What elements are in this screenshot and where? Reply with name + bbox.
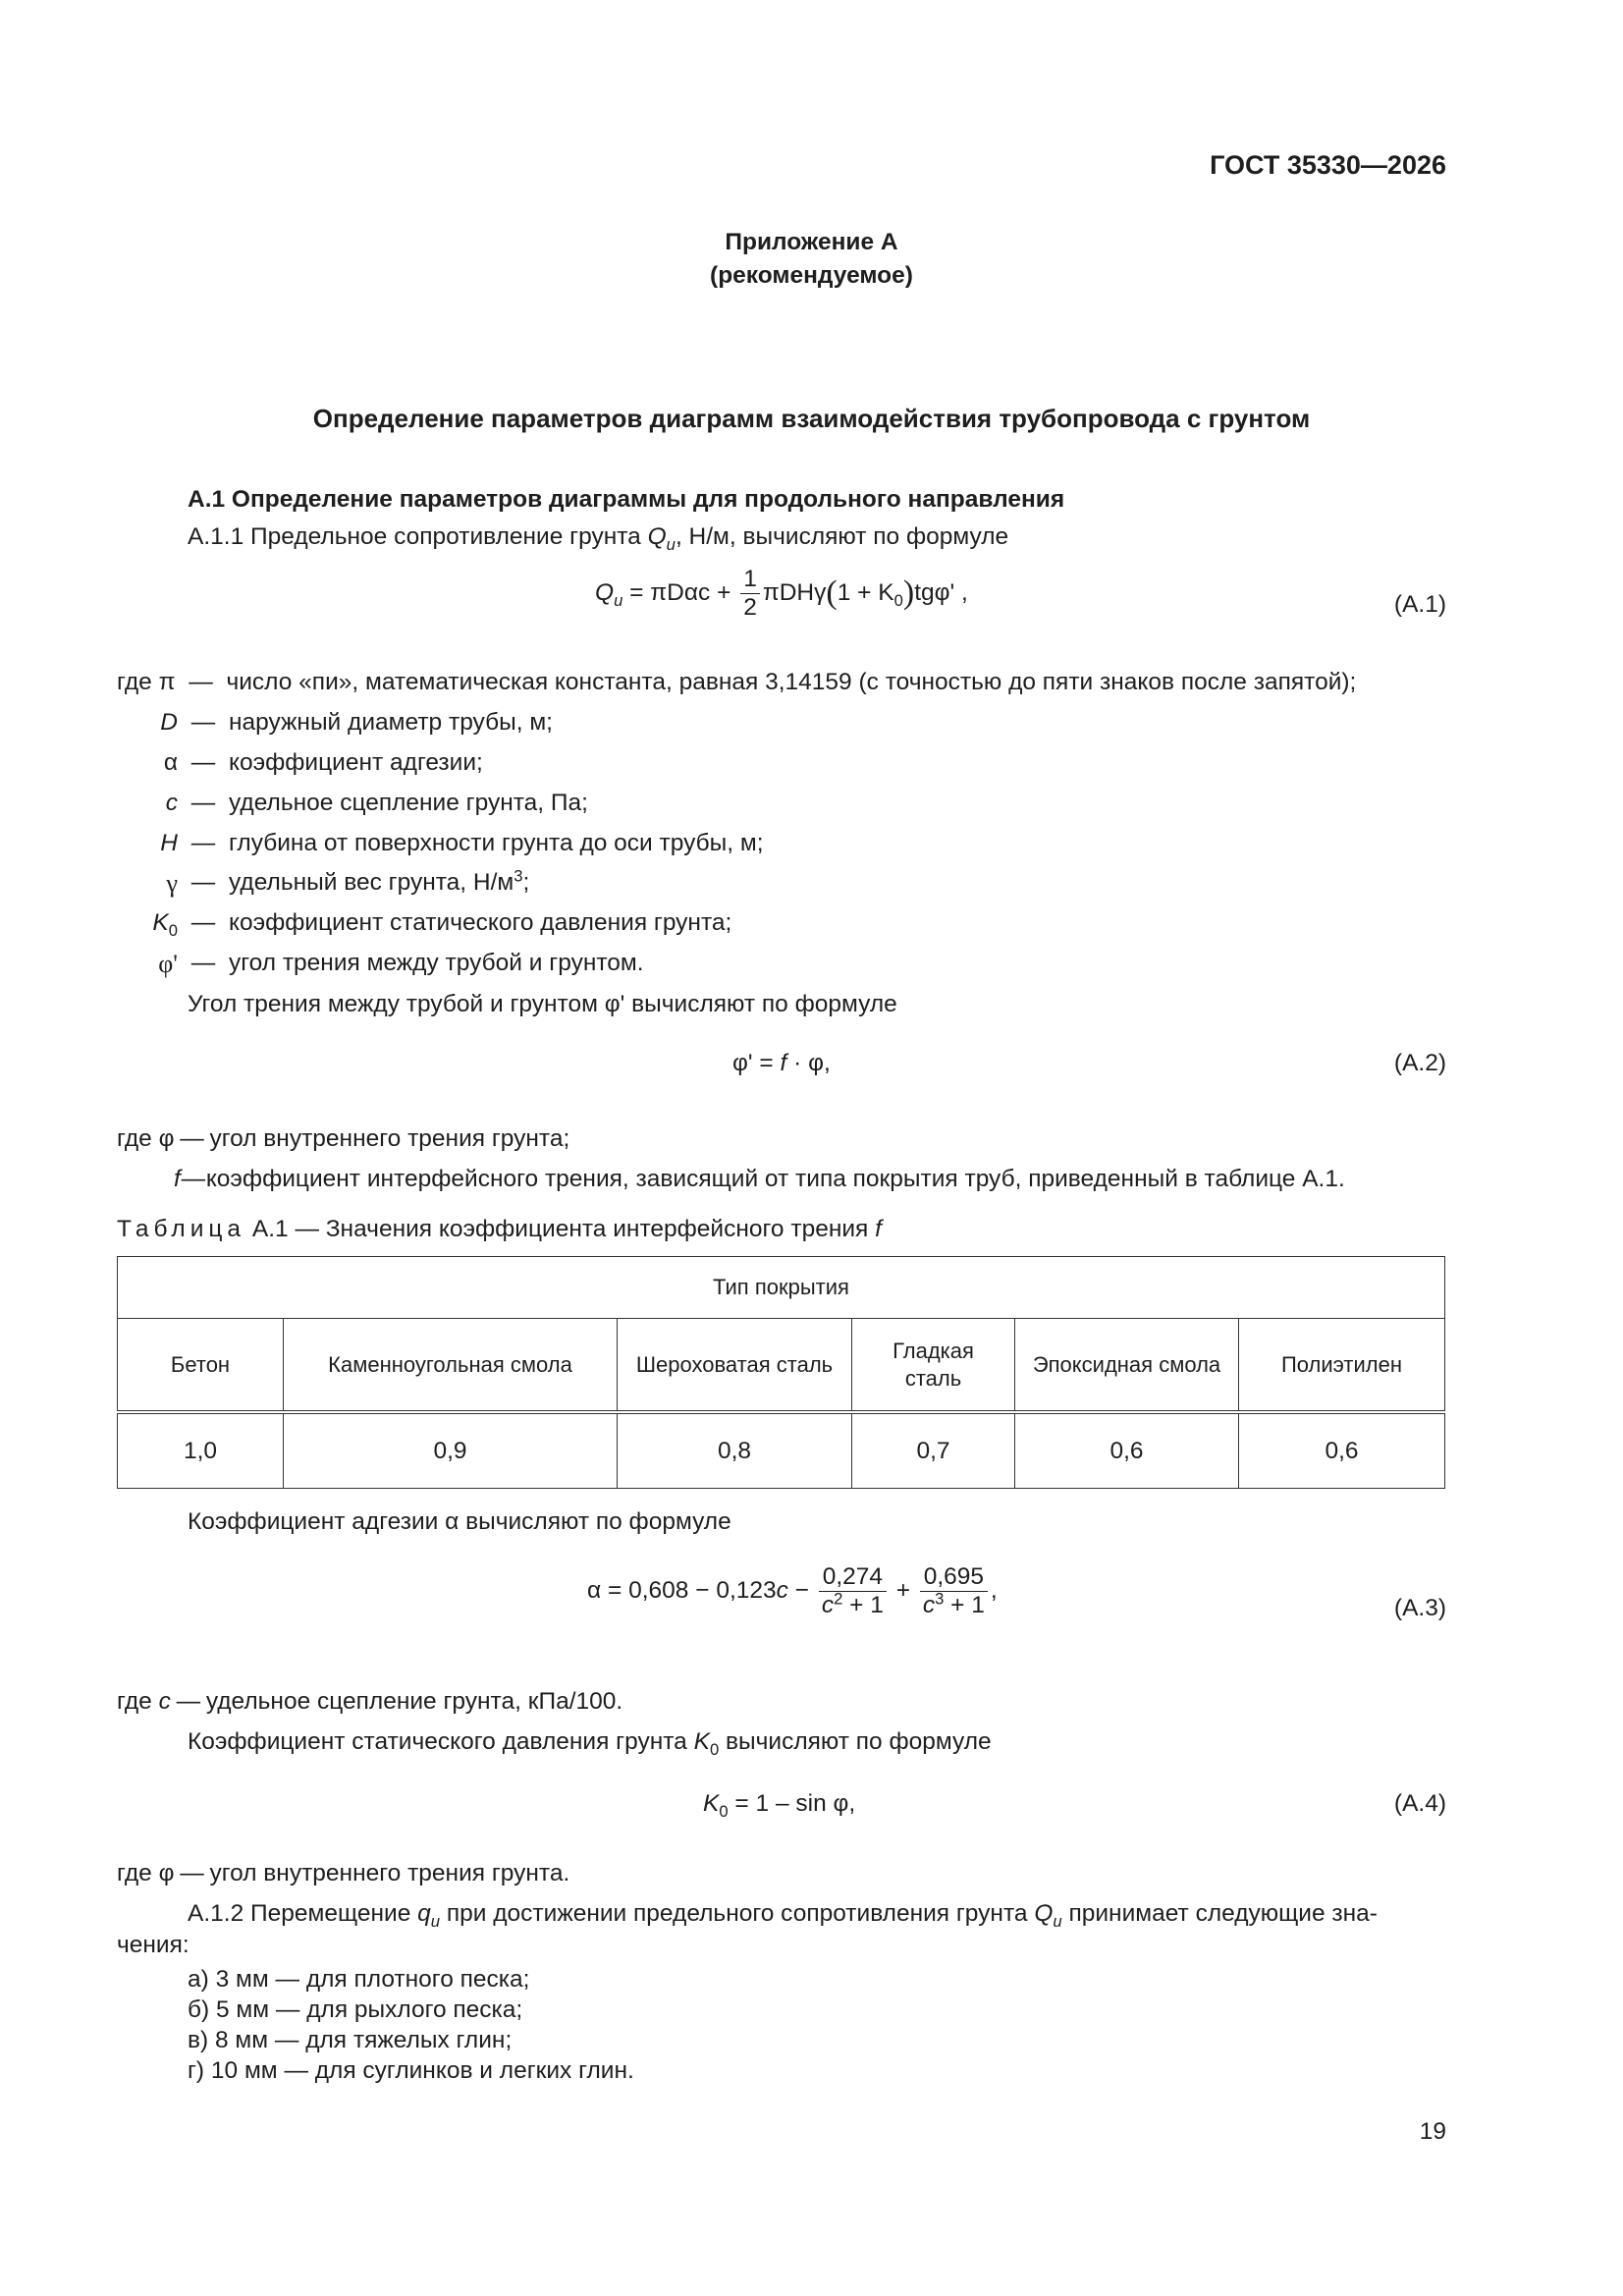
paragraph-a12: А.1.2 Перемещение $q_u$ при достижении предельного сопротивления грунта $Q_u$ принимает следующие зна- bbox=[188, 1900, 1378, 1931]
appendix-heading: Определение параметров диаграмм взаимодействия трубопровода с грунтом bbox=[312, 404, 1311, 433]
table-caption: Таблица А.1 — Значения коэффициента интерфейсного трения f bbox=[117, 1216, 882, 1242]
paragraph-adhesion: Коэффициент адгезии α вычисляют по формуле bbox=[188, 1508, 731, 1535]
definition-f: f—коэффициент интерфейсного трения, зависящий от типа покрытия труб, приведенный в таблице А.1. bbox=[174, 1166, 1345, 1192]
table-group-header: Тип покрытия bbox=[118, 1257, 1445, 1319]
table-cell: 0,6 bbox=[1239, 1412, 1445, 1489]
fraction-one-half: $\frac{1}{2}$ bbox=[740, 566, 760, 622]
equation-number-a3: (А.3) bbox=[1393, 1595, 1446, 1621]
definition-k0: $K_0$ — коэффициент статического давления грунта; bbox=[152, 909, 732, 940]
equation-a1: $Q_u = \pi D\alpha c$ + $\frac{1}{2}$ $\pi DH\gamma(1 + K_0)tg\varphi'$ , bbox=[595, 566, 968, 622]
definition-phi-prime: φ' — угол трения между трубой и грунтом. bbox=[158, 950, 644, 978]
equation-a3: α = 0,608 − 0,123c − $\frac{0,274}{c^2 + 1}$ + $\frac{0,695}{c^3 + 1}$ , bbox=[587, 1563, 998, 1619]
fraction-0274: $\frac{0,274}{c^2 + 1}$ bbox=[819, 1563, 887, 1619]
equation-number-a4: (А.4) bbox=[1393, 1790, 1446, 1817]
equation-number-a2: (А.2) bbox=[1393, 1050, 1446, 1076]
paragraph-k0: Коэффициент статического давления грунта $K_0$ вычисляют по формуле bbox=[188, 1728, 992, 1759]
equation-a4: $K_0 = 1 - \sin \varphi$, bbox=[703, 1790, 856, 1821]
fraction-0695: $\frac{0,695}{c^3 + 1}$ bbox=[920, 1563, 988, 1619]
table-cell: 0,7 bbox=[852, 1412, 1015, 1489]
definition-gamma: γ — удельный вес грунта, $Н/м^3$; bbox=[166, 866, 530, 898]
column-header-smooth-steel: Гладкая сталь bbox=[852, 1319, 1015, 1413]
definition-c-kpa: где c — удельное сцепление грунта, кПа/100. bbox=[117, 1688, 623, 1715]
column-header-polyethylene: Полиэтилен bbox=[1239, 1319, 1445, 1413]
list-item: в) 8 мм — для тяжелых глин; bbox=[188, 2027, 513, 2053]
equation-number-a1: (А.1) bbox=[1393, 591, 1446, 618]
column-header-coal-tar: Каменноугольная смола bbox=[284, 1319, 618, 1413]
appendix-status: (рекомендуемое) bbox=[710, 262, 913, 289]
equation-a2: φ' = f · φ, bbox=[732, 1050, 831, 1076]
definition-pi: где π — число «пи», математическая константа, равная 3,14159 (с точностью до пяти знаков после запятой); bbox=[117, 669, 1357, 695]
table-cell: 0,8 bbox=[618, 1412, 852, 1489]
page-number: 19 bbox=[1419, 2118, 1446, 2145]
definition-phi: где φ — угол внутреннего трения грунта; bbox=[117, 1125, 570, 1152]
list-item: б) 5 мм — для рыхлого песка; bbox=[188, 1996, 523, 2023]
table-cell: 0,6 bbox=[1015, 1412, 1239, 1489]
column-header-rough-steel: Шероховатая сталь bbox=[618, 1319, 852, 1413]
definition-d: D — наружный диаметр трубы, м; bbox=[160, 709, 553, 736]
paragraph-a11: А.1.1 Предельное сопротивление грунта $Q_u$, Н/м, вычисляют по формуле bbox=[188, 523, 1009, 554]
table-cell: 0,9 bbox=[284, 1412, 618, 1489]
definition-phi-2: где φ — угол внутреннего трения грунта. bbox=[117, 1860, 570, 1886]
section-heading-a1: А.1 Определение параметров диаграммы для продольного направления bbox=[188, 486, 1065, 513]
definition-c: c — удельное сцепление грунта, Па; bbox=[165, 790, 588, 816]
interface-friction-table bbox=[117, 1256, 1445, 1489]
paragraph-a12-continuation: чения: bbox=[117, 1932, 189, 1958]
paragraph-friction-angle: Угол трения между трубой и грунтом φ' вычисляют по формуле bbox=[188, 991, 897, 1017]
list-item: г) 10 мм — для суглинков и легких глин. bbox=[188, 2057, 634, 2084]
appendix-title: Приложение А bbox=[725, 229, 898, 255]
definition-h: H — глубина от поверхности грунта до оси трубы, м; bbox=[160, 830, 764, 856]
list-item: а) 3 мм — для плотного песка; bbox=[188, 1966, 530, 1993]
document-number: ГОСТ 35330—2026 bbox=[1210, 150, 1446, 180]
definition-alpha: α — коэффициент адгезии; bbox=[163, 749, 483, 776]
column-header-concrete: Бетон bbox=[118, 1319, 284, 1413]
table-cell: 1,0 bbox=[118, 1412, 284, 1489]
column-header-epoxy: Эпоксидная смола bbox=[1015, 1319, 1239, 1413]
